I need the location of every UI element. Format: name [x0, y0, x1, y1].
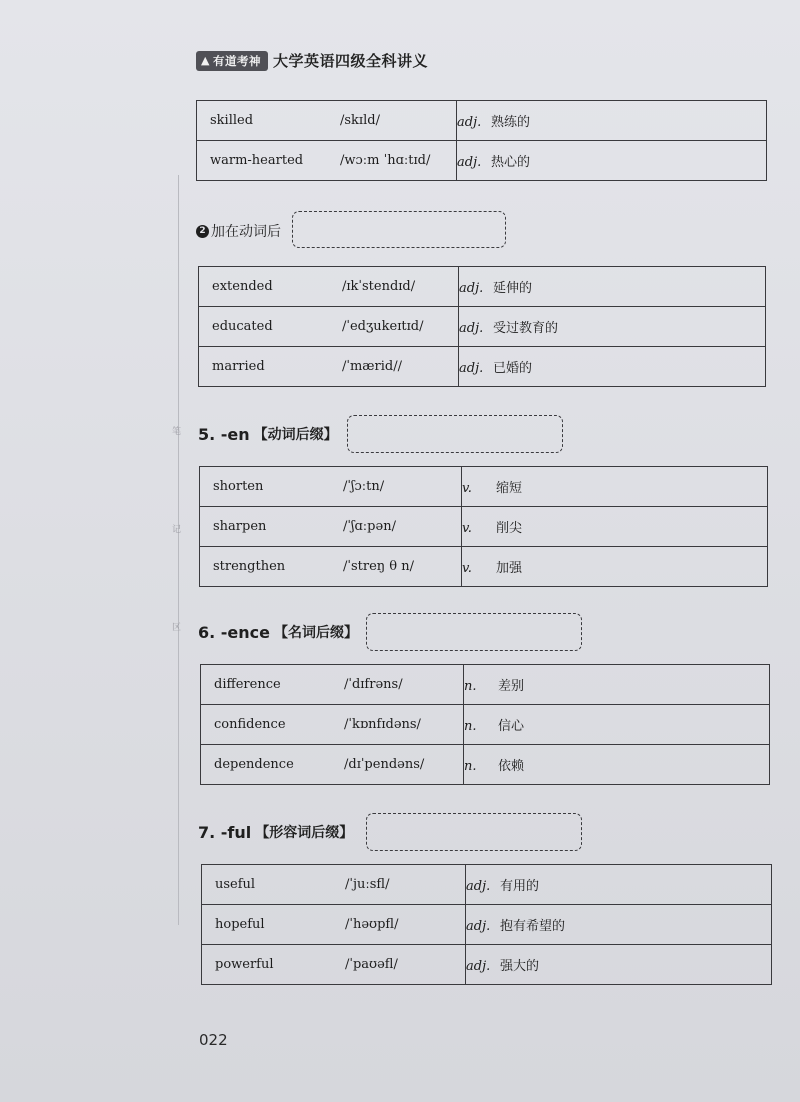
word: strengthen	[213, 559, 286, 574]
phonetic: /dɪˈpendəns/	[344, 757, 425, 772]
table-row	[197, 101, 767, 141]
word: difference	[214, 677, 281, 692]
subsection-title	[196, 221, 281, 241]
table-row	[202, 865, 772, 905]
meaning: 熟练的	[491, 115, 531, 130]
definition-cell	[459, 307, 766, 347]
bird-icon: ▲	[201, 54, 210, 67]
vocab-table-ful	[201, 864, 772, 985]
word-cell	[201, 745, 464, 785]
part-of-speech: adj.	[466, 919, 491, 934]
definition-cell	[466, 905, 772, 945]
word: powerful	[215, 957, 274, 972]
word: confidence	[214, 717, 286, 732]
part-of-speech: n.	[464, 759, 477, 774]
logo-text: 有道考神	[212, 53, 261, 68]
fill-in-blank[interactable]	[292, 211, 506, 248]
section-title	[198, 622, 358, 642]
phonetic: /ˈmærid//	[342, 359, 402, 374]
meaning: 强大的	[500, 959, 540, 974]
word: warm-hearted	[210, 153, 304, 168]
suffix-heading: 6. -ence	[198, 622, 270, 642]
part-of-speech: n.	[464, 719, 477, 734]
part-of-speech: v.	[462, 561, 472, 576]
suffix-category: 【动词后缀】	[253, 427, 338, 443]
phonetic: /ˈdɪfrəns/	[344, 677, 403, 692]
table-row	[200, 467, 768, 507]
phonetic: /ˈpaʊəfl/	[345, 957, 398, 972]
page-number: 022	[199, 1031, 228, 1049]
word: shorten	[213, 479, 264, 494]
phonetic: /ˈstreŋ θ n/	[343, 559, 414, 574]
suffix-category: 【名词后缀】	[274, 625, 358, 641]
meaning: 有用的	[500, 879, 540, 894]
phonetic: /ˈʃɔːtn/	[343, 479, 385, 494]
word-cell	[197, 141, 457, 181]
vocab-table-en	[199, 466, 768, 587]
phonetic: /wɔːm ˈhɑːtɪd/	[340, 153, 431, 168]
definition-cell	[459, 267, 766, 307]
subsection-label: 加在动词后	[211, 224, 281, 240]
part-of-speech: adj.	[466, 959, 491, 974]
section-title	[198, 822, 353, 842]
meaning: 受过教育的	[493, 321, 559, 336]
definition-cell	[462, 547, 768, 587]
meaning: 热心的	[491, 155, 531, 170]
meaning: 缩短	[496, 481, 523, 496]
word-cell	[200, 507, 462, 547]
phonetic: /ɪkˈstendɪd/	[342, 279, 416, 294]
part-of-speech: adj.	[457, 155, 482, 170]
definition-cell	[466, 945, 772, 985]
word-cell	[200, 547, 462, 587]
word-cell	[202, 945, 466, 985]
definition-cell	[464, 665, 770, 705]
word: useful	[215, 877, 256, 892]
word-cell	[202, 905, 466, 945]
definition-cell	[464, 705, 770, 745]
phonetic: /ˈjuːsfl/	[345, 877, 390, 892]
fill-in-blank[interactable]	[347, 415, 563, 453]
part-of-speech: v.	[462, 481, 472, 496]
phonetic: /skɪld/	[340, 113, 380, 128]
suffix-heading: 7. -ful	[198, 822, 252, 842]
word-cell	[202, 865, 466, 905]
vocab-table-ed-adj	[196, 100, 767, 181]
table-row	[200, 507, 768, 547]
notes-margin-rule	[178, 175, 179, 925]
definition-cell	[459, 347, 766, 387]
suffix-heading: 5. -en	[198, 424, 250, 444]
meaning: 延伸的	[493, 281, 533, 296]
word-cell	[201, 665, 464, 705]
part-of-speech: v.	[462, 521, 472, 536]
word: hopeful	[215, 917, 265, 932]
part-of-speech: n.	[464, 679, 477, 694]
margin-mark: 记	[172, 525, 182, 535]
part-of-speech: adj.	[457, 115, 482, 130]
table-row	[202, 945, 772, 985]
word-cell	[199, 347, 459, 387]
section-title	[198, 424, 338, 444]
table-row	[197, 141, 767, 181]
meaning: 已婚的	[493, 361, 533, 376]
word: educated	[212, 319, 273, 334]
definition-cell	[466, 865, 772, 905]
brand-logo	[196, 51, 268, 71]
table-row	[202, 905, 772, 945]
word-cell	[197, 101, 457, 141]
meaning: 削尖	[496, 521, 523, 536]
definition-cell	[464, 745, 770, 785]
part-of-speech: adj.	[459, 321, 484, 336]
phonetic: /ˈʃɑːpən/	[343, 519, 396, 534]
word: skilled	[210, 113, 254, 128]
word: dependence	[214, 757, 294, 772]
fill-in-blank[interactable]	[366, 613, 582, 651]
phonetic: /ˈedʒukeɪtɪd/	[342, 319, 424, 334]
table-row	[200, 547, 768, 587]
word: sharpen	[213, 519, 267, 534]
table-row	[199, 307, 766, 347]
word-cell	[199, 307, 459, 347]
table-row	[201, 745, 770, 785]
phonetic: /ˈkɒnfɪdəns/	[344, 717, 421, 732]
word-cell	[201, 705, 464, 745]
word: married	[212, 359, 265, 374]
meaning: 依赖	[498, 759, 525, 774]
margin-mark: 区	[172, 623, 182, 633]
vocab-table-ed-verb	[198, 266, 766, 387]
part-of-speech: adj.	[459, 281, 484, 296]
definition-cell	[457, 141, 767, 181]
definition-cell	[462, 467, 768, 507]
meaning: 信心	[498, 719, 525, 734]
part-of-speech: adj.	[459, 361, 484, 376]
margin-mark: 笔	[172, 427, 182, 437]
book-title: 大学英语四级全科讲义	[272, 52, 428, 70]
word: extended	[212, 279, 273, 294]
definition-cell	[462, 507, 768, 547]
meaning: 差别	[498, 679, 525, 694]
fill-in-blank[interactable]	[366, 813, 582, 851]
suffix-category: 【形容词后缀】	[255, 825, 354, 841]
table-row	[199, 347, 766, 387]
word-cell	[199, 267, 459, 307]
meaning: 加强	[496, 561, 523, 576]
circled-number: 2	[196, 225, 209, 238]
vocab-table-ence	[200, 664, 770, 785]
table-row	[201, 665, 770, 705]
definition-cell	[457, 101, 767, 141]
table-row	[199, 267, 766, 307]
table-row	[201, 705, 770, 745]
meaning: 抱有希望的	[500, 919, 566, 934]
part-of-speech: adj.	[466, 879, 491, 894]
phonetic: /ˈhəʊpfl/	[345, 917, 399, 932]
word-cell	[200, 467, 462, 507]
page-header	[196, 50, 428, 71]
